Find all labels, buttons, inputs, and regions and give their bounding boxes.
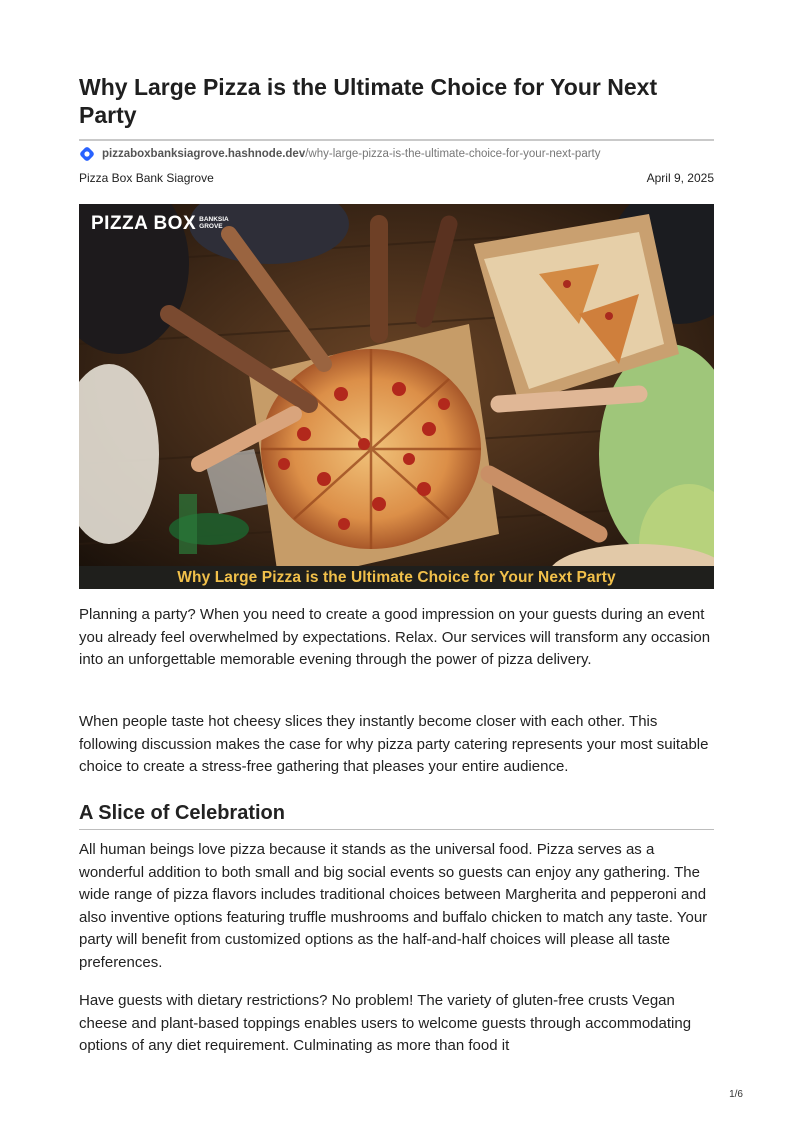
title-divider bbox=[79, 139, 714, 141]
source-line bbox=[79, 145, 714, 165]
section-divider bbox=[79, 829, 714, 830]
hero-caption: Why Large Pizza is the Ultimate Choice for Your Next Party bbox=[79, 566, 714, 589]
paragraph-4: Have guests with dietary restrictions? No problem! The variety of gluten-free crusts Vegan cheese and plant-based toppings enables users to welcome guests through accommodating options of any diet requirement. Culminating as more than food it bbox=[79, 992, 692, 1054]
paragraph-2: When people taste hot cheesy slices they instantly become closer with each other. This following discussion makes the case for why pizza party catering represents your most suitable choice to create a stress-free gathering that pleases your entire audience. bbox=[79, 713, 709, 775]
source-url[interactable] bbox=[102, 148, 601, 160]
hero-image bbox=[79, 204, 714, 589]
logo-subtext bbox=[199, 216, 229, 230]
author: Pizza Box Bank Siagrove bbox=[79, 171, 214, 185]
hero-photo bbox=[79, 204, 714, 589]
logo-sub-line-2: GROVE bbox=[199, 223, 223, 230]
page-number: 1/6 bbox=[729, 1089, 743, 1100]
hashnode-icon bbox=[79, 146, 95, 162]
brand-logo bbox=[91, 213, 229, 235]
paragraph-1: Planning a party? When you need to create a good impression on your guests during an event you already feel overwhelmed by expectations. Relax. Our services will transform any occasion into an unforgettable memorable evening through the power of pizza delivery. bbox=[79, 606, 711, 668]
publish-date: April 9, 2025 bbox=[646, 171, 714, 185]
paragraph-3: All human beings love pizza because it stands as the universal food. Pizza serves as a wonderful addition to both small and big social events so guests can enjoy any gathering. The wide range of pizza flavors includes traditional choices between Margherita and pepperoni and also inventive options featuring truffle mushrooms and buffalo chicken to match any taste. Your party will benefit from customized options as the half-and-half choices will please all taste preferences. bbox=[79, 841, 708, 971]
logo-text: PIZZA BOX bbox=[91, 213, 197, 234]
section-heading: A Slice of Celebration bbox=[79, 802, 285, 824]
source-path[interactable]: /why-large-pizza-is-the-ultimate-choice-for-your-next-party bbox=[305, 148, 601, 160]
page-title: Why Large Pizza is the Ultimate Choice for Your Next Party bbox=[79, 74, 658, 128]
logo-sub-line-1: BANKSIA bbox=[199, 216, 229, 223]
source-domain[interactable]: pizzaboxbanksiagrove.hashnode.dev bbox=[102, 148, 306, 160]
